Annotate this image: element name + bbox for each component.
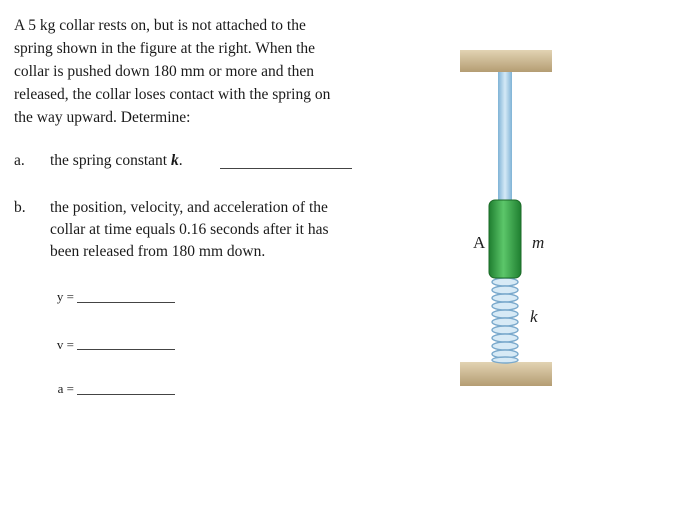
figure-svg [440, 10, 570, 400]
collar [489, 200, 521, 278]
spring-collar-figure [440, 10, 570, 400]
part-b-line: the position, velocity, and acceleration of the [50, 199, 328, 216]
answer-v [40, 337, 74, 353]
part-b-line: been released from 180 mm down. [50, 243, 266, 260]
answer-a [40, 381, 74, 397]
spring [492, 278, 518, 363]
top-plate [460, 50, 552, 72]
part-a-label: a. [14, 152, 25, 169]
bottom-plate [460, 362, 552, 386]
problem-statement [14, 14, 359, 129]
answer-y-blank[interactable] [77, 302, 175, 303]
spring-constant-symbol: k [170, 152, 179, 169]
part-b [14, 197, 359, 267]
spring-constant-label: k [530, 307, 538, 326]
answer-y-label: y = [56, 289, 74, 304]
statement-line: collar is pushed down 180 mm or more and then [14, 63, 315, 80]
part-b-label: b. [14, 199, 26, 216]
statement-line: spring shown in the figure at the right. When the [14, 40, 316, 57]
statement-line: released, the collar loses contact with the spring on [14, 86, 331, 103]
answer-a-label: a = [57, 381, 74, 396]
statement-line: the way upward. Determine: [14, 109, 191, 126]
part-a-answer-blank[interactable] [220, 168, 352, 169]
answer-y [40, 289, 74, 305]
collar-label: A [473, 233, 486, 252]
answer-v-label: v = [56, 337, 74, 352]
answer-v-blank[interactable] [77, 349, 175, 350]
statement-line: A 5 kg collar rests on, but is not attached to the [14, 17, 306, 34]
answer-a-blank[interactable] [77, 394, 175, 395]
mass-label: m [532, 233, 545, 252]
part-b-line: collar at time equals 0.16 seconds after it has [50, 221, 329, 238]
part-a-text: the spring constant k. [50, 152, 183, 169]
